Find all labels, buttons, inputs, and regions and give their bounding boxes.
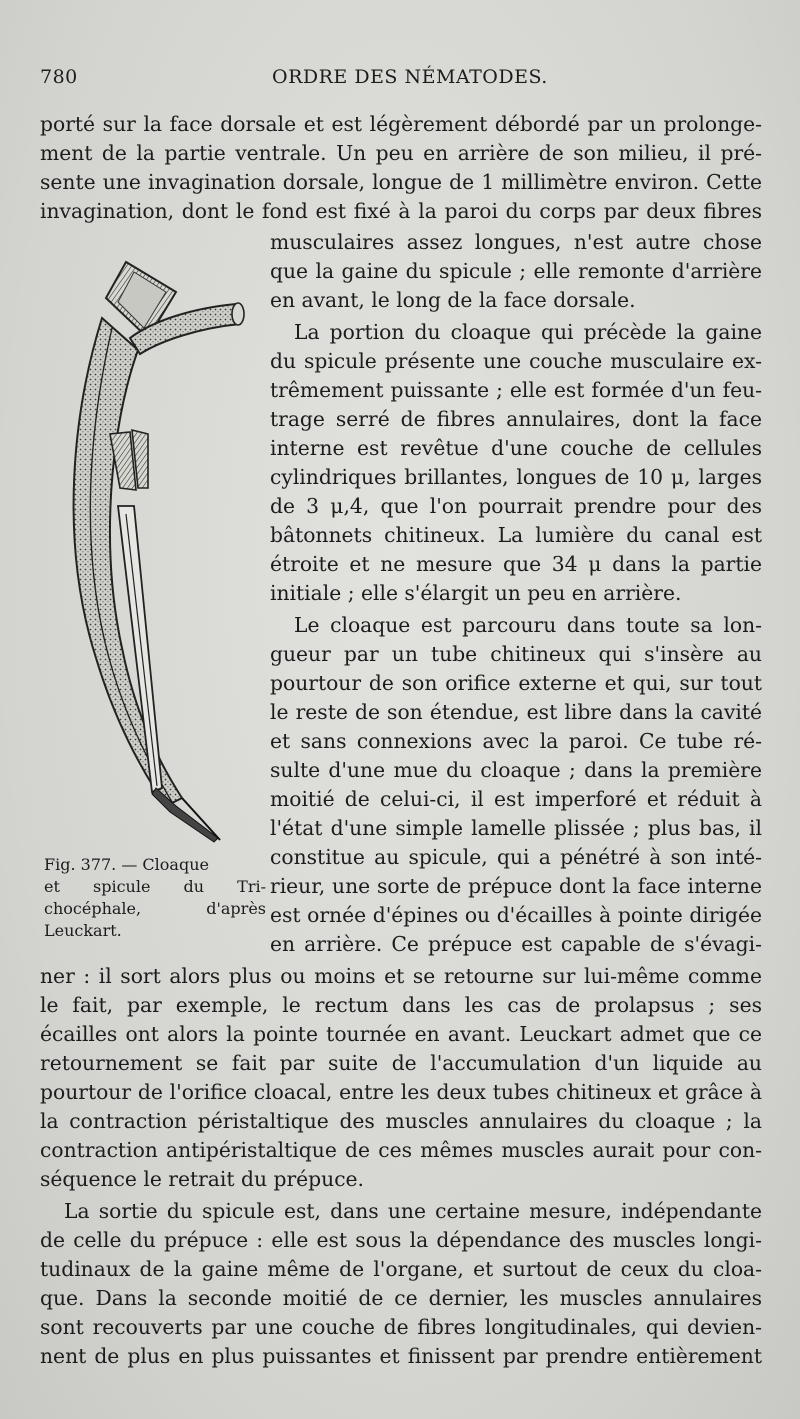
text-line: interne est revêtue d'une couche de cellules — [270, 436, 762, 460]
text-line: initiale ; elle s'élargit un peu en arrière. — [270, 581, 682, 605]
text-line: séquence le retrait du prépuce. — [40, 1167, 365, 1191]
text-line: sulte d'une mue du cloaque ; dans la première — [270, 758, 762, 782]
caption-line: Leuckart. — [44, 921, 122, 940]
caption-line: et spicule du Tri- — [44, 877, 266, 896]
text-line: rieur, une sorte de prépuce dont la face interne — [270, 874, 762, 898]
text-line: tudinaux de la gaine même de l'organe, et surtout de ceux du cloa- — [40, 1257, 762, 1281]
text-line: le reste de son étendue, est libre dans la cavité — [270, 700, 762, 724]
text-line: de 3 μ,4, que l'on pourrait prendre pour des — [270, 494, 762, 518]
text-line: écailles ont alors la pointe tournée en avant. Leuckart admet que ce — [40, 1022, 762, 1046]
text-line: de celle du prépuce : elle est sous la dépendance des muscles longi- — [40, 1228, 762, 1252]
text-line: moitié de celui-ci, il est imperforé et réduit à — [270, 787, 762, 811]
text-line: gueur par un tube chitineux qui s'insère au — [270, 642, 762, 666]
text-line: du spicule présente une couche musculaire ex- — [270, 349, 762, 373]
text-line: constitue au spicule, qui a pénétré à son inté- — [270, 845, 762, 869]
text-line: Le cloaque est parcouru dans toute sa lon- — [294, 613, 762, 637]
text-line: ner : il sort alors plus ou moins et se retourne sur lui-même comme — [40, 964, 762, 988]
text-line: pourtour de l'orifice cloacal, entre les deux tubes chitineux et grâce à — [40, 1080, 762, 1104]
text-line: porté sur la face dorsale et est légèrement débordé par un prolonge- — [40, 112, 762, 136]
text-line: sente une invagination dorsale, longue de 1 millimètre environ. Cette — [40, 170, 762, 194]
text-line: est ornée d'épines ou d'écailles à pointe dirigée — [270, 903, 762, 927]
cloaca-spicule-illustration — [44, 258, 254, 848]
text-line: musculaires assez longues, n'est autre chose — [270, 230, 762, 254]
text-line: cylindriques brillantes, longues de 10 μ, larges — [270, 465, 762, 489]
text-line: la contraction péristaltique des muscles annulaires du cloaque ; la — [40, 1109, 762, 1133]
text-line: trage serré de fibres annulaires, dont la face — [270, 407, 762, 431]
text-line: trêmement puissante ; elle est formée d'un feu- — [270, 378, 762, 402]
text-line: en arrière. Ce prépuce est capable de s'évagi- — [270, 932, 762, 956]
text-line: pourtour de son orifice externe et qui, sur tout — [270, 671, 762, 695]
text-line: sont recouverts par une couche de fibres longitudinales, qui devien- — [40, 1315, 762, 1339]
text-line: retournement se fait par suite de l'accumulation d'un liquide au — [40, 1051, 762, 1075]
text-line: étroite et ne mesure que 34 μ dans la partie — [270, 552, 762, 576]
text-line: l'état d'une simple lamelle plissée ; plus bas, il — [270, 816, 762, 840]
caption-line: chocéphale, d'après — [44, 899, 266, 918]
text-line: que. Dans la seconde moitié de ce dernier, les muscles annulaires — [40, 1286, 762, 1310]
figure-caption — [44, 854, 266, 942]
text-line: bâtonnets chitineux. La lumière du canal est — [270, 523, 762, 547]
page-header — [40, 66, 760, 94]
text-line: ment de la partie ventrale. Un peu en arrière de son milieu, il pré- — [40, 141, 762, 165]
page-number: 780 — [40, 66, 78, 88]
text-line: invagination, dont le fond est fixé à la paroi du corps par deux fibres — [40, 199, 762, 223]
text-line: La portion du cloaque qui précède la gaine — [294, 320, 762, 344]
running-title: ORDRE DES NÉMATODES. — [272, 66, 548, 88]
text-line: en avant, le long de la face dorsale. — [270, 288, 636, 312]
text-line: nent de plus en plus puissantes et finissent par prendre entièrement — [40, 1344, 762, 1368]
text-line: le fait, par exemple, le rectum dans les cas de prolapsus ; ses — [40, 993, 762, 1017]
text-line: La sortie du spicule est, dans une certaine mesure, indépendante — [64, 1199, 762, 1223]
text-line: contraction antipéristaltique de ces mêmes muscles aurait pour con- — [40, 1138, 762, 1162]
text-line: que la gaine du spicule ; elle remonte d'arrière — [270, 259, 762, 283]
text-line: et sans connexions avec la paroi. Ce tube ré- — [270, 729, 762, 753]
caption-line: Fig. 377. — Cloaque — [44, 855, 209, 874]
